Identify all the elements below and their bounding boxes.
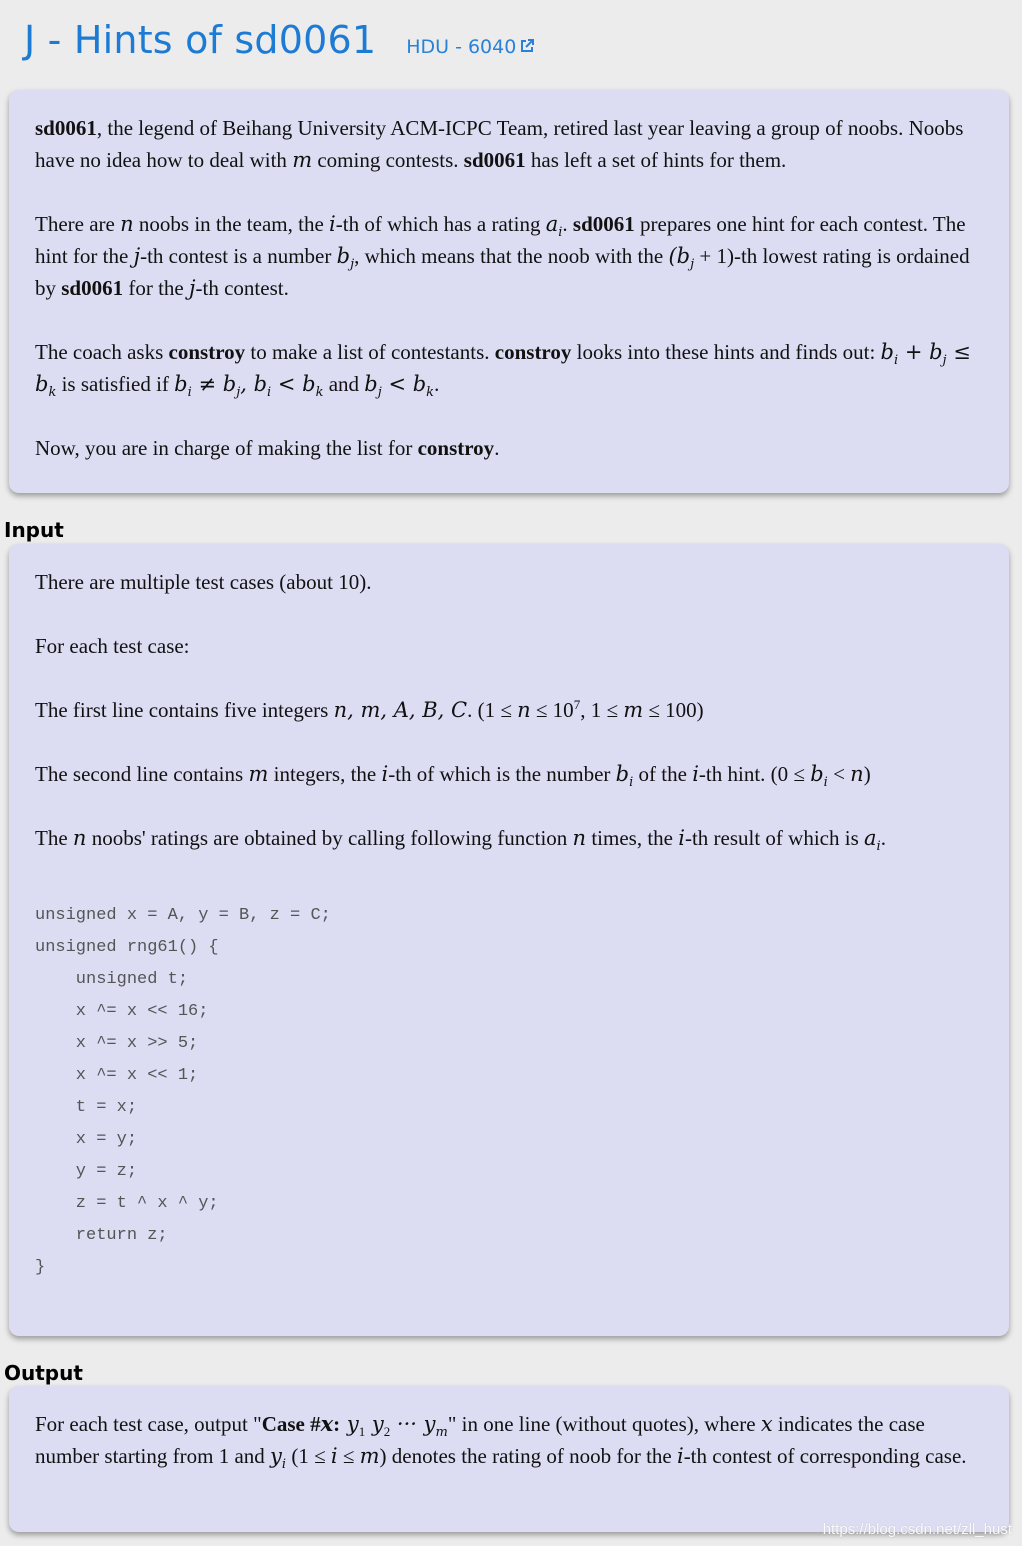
desc-paragraph-3: The coach asks constroy to make a list of contestants. constroy looks into these hints and finds out: $b_i + b_j \le b_k$ is satisfied if $b_i \ne b_j$, $b_i < b_k$ and $b_j < b_k$. (35, 340, 971, 401)
input-line-4: The second line contains m integers, the i-th of which is the number $b_i$ of the i-th hint. $(0 \le b_i < n)$ (35, 762, 871, 791)
input-line-1: There are multiple test cases (about 10). (35, 570, 372, 594)
source-link[interactable] (406, 36, 535, 58)
description-panel (9, 90, 1009, 493)
source-link-label: HDU - 6040 (406, 36, 517, 58)
desc-paragraph-2: There are n noobs in the team, the i-th of which has a rating $a_i$. sd0061 prepares one hint for each contest. The hint for the j-th contest is a number $b_j$, which means that the noob with the $(b_j + 1)-th$ lowest rating is ordained by sd0061 for the j-th contest. (35, 212, 970, 300)
external-link-icon (519, 38, 535, 54)
desc-paragraph-4: Now, you are in charge of making the list for constroy. (35, 436, 500, 460)
input-heading: Input (4, 518, 64, 542)
input-line-2: For each test case: (35, 634, 190, 658)
problem-header (24, 18, 535, 74)
watermark: https://blog.csdn.net/zll_hust (822, 1521, 1012, 1538)
code-block: unsigned x = A, y = B, z = C; unsigned rng61() { unsigned t; x ^= x << 16; x ^= x >> 5; x ^= x << 1; t = x; x = y; y = z; z = t ^ x ^ y; return z; } (35, 906, 331, 1277)
input-line-3: The first line contains five integers n, m, A, B, C. ($1 \le n \le 10^7$, 1 ≤ m ≤ 100) (35, 697, 704, 722)
problem-title: J - Hints of sd0061 (24, 18, 377, 62)
input-line-5: The n noobs' ratings are obtained by calling following function n times, the i-th result of which is $a_i$. (35, 826, 886, 855)
output-panel (9, 1386, 1009, 1532)
input-panel (9, 544, 1009, 1336)
output-heading: Output (4, 1361, 83, 1385)
desc-paragraph-1: sd0061, the legend of Beihang University ACM-ICPC Team, retired last year leaving a group of noobs. Noobs have no idea how to deal with m coming contests. sd0061 has left a set of hints for them. (35, 116, 964, 172)
output-line-1: For each test case, output "Case #x: $y_1$ $y_2$ ··· $y_m$" in one line (without quotes), where x indicates the case number starting from 1 and $y_i$ (1 ≤ i ≤ m) denotes the rating of noob for the i-th contest of corresponding case. (35, 1411, 967, 1473)
